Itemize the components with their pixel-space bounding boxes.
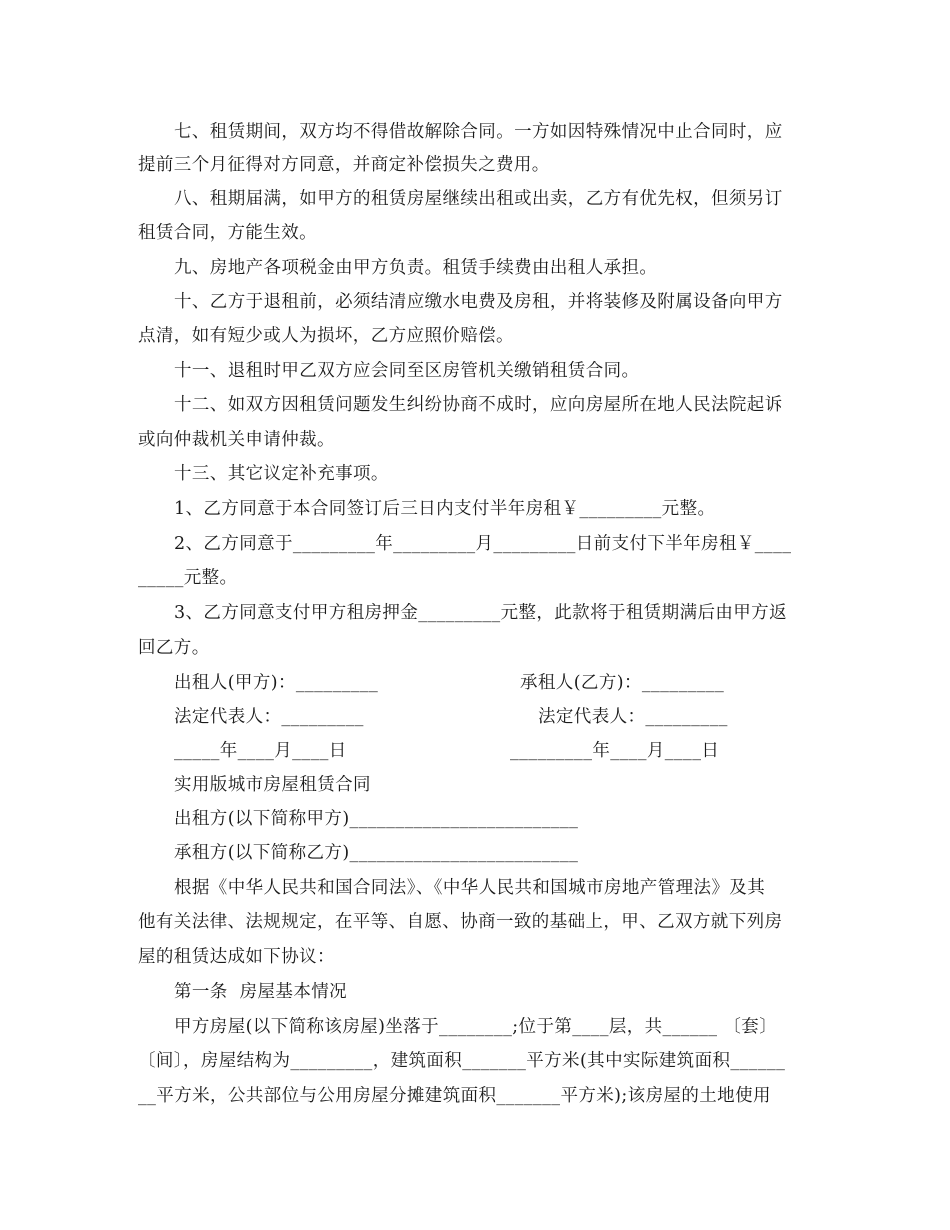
paragraph-line: 十二、如双方因租赁问题发生纠纷协商不成时，应向房屋所在地人民法院起诉 <box>174 395 783 415</box>
section-title: 实用版城市房屋租赁合同 <box>174 775 371 795</box>
lessee-signature: 承租人(乙方)：_________ <box>520 673 725 693</box>
paragraph-line: 1、乙方同意于本合同签订后三日内支付半年房租￥_________元整。 <box>174 499 716 519</box>
article-heading: 第一条 房屋基本情况 <box>174 982 348 1002</box>
paragraph-line: 提前三个月征得对方同意，并商定补偿损失之费用。 <box>138 155 550 175</box>
paragraph-line: 〔间〕，房屋结构为_________，建筑面积_______平方米(其中实际建筑面积______ <box>138 1051 786 1071</box>
paragraph-line: 十、乙方于退租前，必须结清应缴水电费及房租，并将装修及附属设备向甲方 <box>174 292 783 312</box>
lessor-representative: 法定代表人：_________ <box>174 707 364 727</box>
paragraph-line: _____元整。 <box>138 568 238 588</box>
paragraph-line: 或向仲裁机关申请仲裁。 <box>138 430 335 450</box>
paragraph-line: __平方米，公共部位与公用房屋分摊建筑面积_______平方米);该房屋的土地使用 <box>138 1086 771 1106</box>
lessee-representative: 法定代表人：_________ <box>538 707 728 727</box>
paragraph-line: 甲方房屋(以下简称该房屋)坐落于________;位于第____层，共______ 〔套〕 <box>174 1017 778 1037</box>
paragraph-line: 点清，如有短少或人为损坏，乙方应照价赔偿。 <box>138 326 514 346</box>
paragraph-line: 十三、其它议定补充事项。 <box>174 464 389 484</box>
lessee-date: _________年____月____日 <box>510 741 720 761</box>
paragraph-line: 十一、退租时甲乙双方应会同至区房管机关缴销租赁合同。 <box>174 361 640 381</box>
paragraph-line: 出租方(以下简称甲方)_________________________ <box>174 809 579 829</box>
paragraph-line: 他有关法律、法规规定，在平等、自愿、协商一致的基础上，甲、乙双方就下列房 <box>138 912 783 932</box>
paragraph-line: 七、租赁期间，双方均不得借故解除合同。一方如因特殊情况中止合同时，应 <box>174 122 783 142</box>
paragraph-line: 八、租期届满，如甲方的租赁房屋继续出租或出卖，乙方有优先权，但须另订 <box>174 189 783 209</box>
paragraph-line: 2、乙方同意于_________年_________月_________日前支付下半年房租￥____ <box>174 534 792 554</box>
lessor-signature: 出租人(甲方)：_________ <box>174 673 379 693</box>
paragraph-line: 回乙方。 <box>138 638 210 658</box>
paragraph-line: 承租方(以下简称乙方)_________________________ <box>174 843 579 863</box>
paragraph-line: 3、乙方同意支付甲方租房押金_________元整，此款将于租赁期满后由甲方返 <box>174 603 787 623</box>
paragraph-line: 根据《中华人民共和国合同法》、《中华人民共和国城市房地产管理法》及其 <box>174 878 766 898</box>
lessor-date: _____年____月____日 <box>174 741 347 761</box>
paragraph-line: 九、房地产各项税金由甲方负责。租赁手续费由出租人承担。 <box>174 258 658 278</box>
paragraph-line: 租赁合同，方能生效。 <box>138 223 317 243</box>
paragraph-line: 屋的租赁达成如下协议： <box>138 947 335 967</box>
